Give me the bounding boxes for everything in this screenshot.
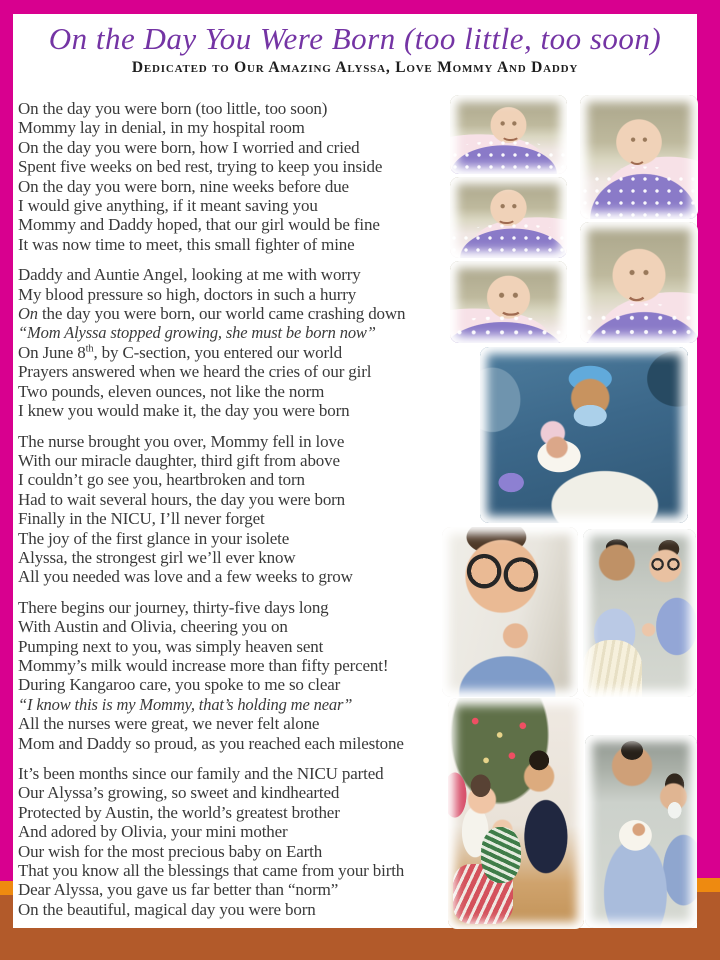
baby-photo-art	[450, 261, 567, 343]
poem-text-segment: It was now time to meet, this small fighter of mine	[18, 234, 355, 254]
poem-line	[18, 548, 488, 567]
poem-line	[18, 196, 488, 215]
poem-text-segment: The joy of the first glance in your isolete	[18, 528, 290, 548]
poem-line	[18, 803, 488, 822]
poem-text-segment: All you needed was love and a few weeks to grow	[18, 567, 353, 587]
poem	[18, 99, 488, 930]
baby-photo-art	[580, 95, 698, 219]
poem-text-segment: Our wish for the most precious baby on Earth	[18, 841, 323, 861]
poem-line	[18, 157, 488, 176]
poem-text-segment: On June 8	[18, 342, 86, 362]
baby-photo-art	[580, 222, 698, 343]
poem-stanza	[18, 99, 488, 254]
photo-smiling-baby-4	[580, 95, 698, 219]
poem-text-segment: There begins our journey, thirty-five days long	[18, 597, 329, 617]
poem-line	[18, 138, 488, 157]
poem-line	[18, 470, 488, 489]
poem-text-segment: Our Alyssa’s growing, so sweet and kindhearted	[18, 783, 340, 803]
baby-photo-art	[450, 95, 567, 174]
poem-line	[18, 323, 488, 342]
poem-line	[18, 304, 488, 323]
poem-text-segment: , by C-section, you entered our world	[93, 342, 342, 362]
poem-line	[18, 764, 488, 783]
poem-text-segment: On the day you were born (too little, too soon)	[18, 99, 328, 118]
photo-mom-and-dad-with-baby	[583, 529, 696, 697]
photo-smiling-baby-2	[450, 177, 567, 258]
photo-smiling-baby-1	[450, 95, 567, 174]
poem-line	[18, 656, 488, 675]
poem-text-segment: The nurse brought you over, Mommy fell in love	[18, 431, 345, 451]
poem-line	[18, 598, 488, 617]
poem-text-segment: th	[85, 343, 94, 355]
poem-text-segment: On the day you were born, nine weeks before due	[18, 176, 349, 196]
poem-line	[18, 235, 488, 254]
frame-right-border	[697, 0, 720, 960]
couple-photo-art	[583, 529, 696, 697]
poem-text-segment: I knew you would make it, the day you were born	[18, 401, 350, 421]
poem-text-segment: On the beautiful, magical day you were born	[18, 899, 316, 919]
kangaroo-photo-art	[442, 527, 578, 697]
poem-line	[18, 215, 488, 234]
poem-text-segment: Mommy and Daddy hoped, that our girl would be fine	[18, 215, 380, 235]
poem-text-segment: My blood pressure so high, doctors in such a hurry	[18, 284, 357, 304]
poem-text-segment: Daddy and Auntie Angel, looking at me with worry	[18, 265, 361, 285]
poem-text-segment: Alyssa, the strongest girl we’ll ever know	[18, 547, 296, 567]
poem-line	[18, 617, 488, 636]
poem-line	[18, 637, 488, 656]
poem-text-segment: Two pounds, eleven ounces, not like the norm	[18, 381, 325, 401]
frame-left-border	[0, 0, 13, 960]
page-title: On the Day You Were Born (too little, too soon)	[48, 21, 662, 56]
poem-text-segment: the day you were born, our world came crashing down	[37, 304, 406, 324]
poem-stanza	[18, 432, 488, 587]
poem-line	[18, 567, 488, 586]
poem-text-segment: Had to wait several hours, the day you were born	[18, 489, 346, 509]
poem-text-segment: With Austin and Olivia, cheering you on	[18, 617, 288, 637]
photo-dad-holding-newborn-operating-room	[480, 347, 688, 523]
poem-line	[18, 285, 488, 304]
poem-text-segment: Mommy lay in denial, in my hospital room	[18, 118, 305, 138]
poem-text-segment: Dear Alyssa, you gave us far better than “norm”	[18, 880, 339, 900]
poem-line	[18, 509, 488, 528]
poem-line	[18, 861, 488, 880]
poem-text-segment: Mom and Daddy so proud, as you reached each milestone	[18, 733, 404, 753]
poem-line	[18, 362, 488, 381]
christmas-photo-art	[448, 698, 584, 929]
poem-line	[18, 880, 488, 899]
poem-line	[18, 695, 488, 714]
poem-line	[18, 783, 488, 802]
poem-text-segment: All the nurses were great, we never felt alone	[18, 714, 320, 734]
poem-text-segment: Spent five weeks on bed rest, trying to keep you inside	[18, 157, 383, 177]
poem-text-segment: During Kangaroo care, you spoke to me so clear	[18, 675, 341, 695]
dedication-line: Dedicated to Our Amazing Alyssa, Love Mommy And Daddy	[131, 59, 579, 76]
poem-line	[18, 490, 488, 509]
poem-text-segment: “Mom Alyssa stopped growing, she must be born now”	[18, 323, 376, 343]
poem-line	[18, 451, 488, 470]
poem-stanza	[18, 764, 488, 919]
poem-stanza	[18, 598, 488, 753]
poem-stanza	[18, 265, 488, 420]
poem-text-segment: It’s been months since our family and the NICU parted	[18, 764, 384, 783]
poem-line	[18, 343, 488, 362]
poem-line	[18, 382, 488, 401]
photo-smiling-baby-3	[450, 261, 567, 343]
poem-line	[18, 401, 488, 420]
csection-photo-art	[480, 347, 688, 523]
poem-line	[18, 99, 488, 118]
poem-text-segment: Prayers answered when we heard the cries of our girl	[18, 362, 372, 382]
poem-line	[18, 675, 488, 694]
teens-photo-art	[585, 735, 697, 928]
photo-brother-sister-holding-baby	[585, 735, 697, 928]
poem-line	[18, 734, 488, 753]
poem-text-segment: And adored by Olivia, your mini mother	[18, 822, 288, 842]
poem-line	[18, 432, 488, 451]
poem-text-segment: Protected by Austin, the world’s greatest brother	[18, 802, 340, 822]
poem-line	[18, 842, 488, 861]
photo-kids-christmas-tree	[448, 698, 584, 929]
poem-text-segment: I couldn’t go see you, heartbroken and torn	[18, 470, 305, 490]
poem-text-segment: Finally in the NICU, I’ll never forget	[18, 509, 265, 529]
poem-text-segment: I would give anything, if it meant saving you	[18, 196, 318, 216]
poem-text-segment: On	[18, 304, 38, 324]
poem-line	[18, 265, 488, 284]
poem-text-segment: On the day you were born, how I worried and cried	[18, 137, 360, 157]
poem-line	[18, 900, 488, 919]
poem-text-segment: With our miracle daughter, third gift from above	[18, 450, 340, 470]
frame-top-border	[0, 0, 720, 14]
poem-text-segment: “I know this is my Mommy, that’s holding me near”	[18, 694, 353, 714]
poem-line	[18, 714, 488, 733]
photo-smiling-baby-5	[580, 222, 698, 343]
poem-line	[18, 529, 488, 548]
poem-text-segment: That you know all the blessings that came from your birth	[18, 861, 405, 881]
poem-line	[18, 118, 488, 137]
poem-text-segment: Pumping next to you, was simply heaven sent	[18, 636, 324, 656]
frame-bottom-border	[0, 928, 720, 960]
poem-line	[18, 177, 488, 196]
baby-photo-art	[450, 177, 567, 258]
photo-mom-kangaroo-care	[442, 527, 578, 697]
poem-line	[18, 822, 488, 841]
poem-text-segment: Mommy’s milk would increase more than fifty percent!	[18, 655, 389, 675]
